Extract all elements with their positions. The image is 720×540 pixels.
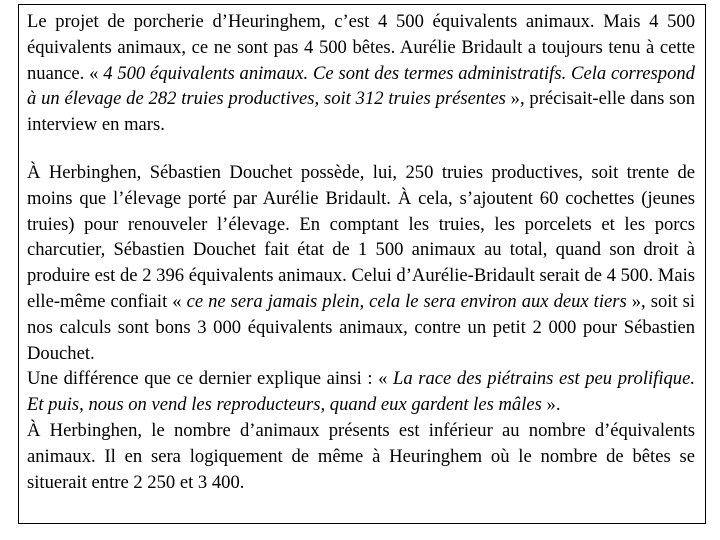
paragraph-2-quote: ce ne sera jamais plein, cela le sera environ aux deux tiers [186, 290, 627, 312]
paragraph-2 [27, 160, 695, 366]
paragraph-4 [27, 418, 695, 495]
paragraph-1-text-a: Le projet de porcherie d’Heuringhem, c’est 4 500 équivalents animaux. Mais 4 500 équivalents animaux, ce ne sont pas 4 500 bêtes. Aurélie Bridault a toujours tenu à cette nuance. « [27, 11, 695, 84]
paragraph-3-text-a: Une différence que ce dernier explique ainsi : « [27, 368, 394, 390]
paragraph-1-quote: 4 500 équivalents animaux. Ce sont des termes administratifs. Cela correspond à un élevage de 282 truies productives, soit 312 truies présentes [27, 62, 695, 110]
paragraph-3-text-b: ». [541, 394, 561, 416]
paragraph-1 [27, 9, 695, 138]
paragraph-2-text-b: », soit si nos calculs sont bons 3 000 équivalents animaux, contre un petit 2 000 pour Sébastien Douchet. [27, 290, 695, 364]
paragraph-2-text-a: À Herbinghen, Sébastien Douchet possède, lui, 250 truies productives, soit trente de moins que l’élevage porté par Aurélie Bridault. À cela, s’ajoutent 60 cochettes (jeunes truies) pour renouveler l’élevage. En comptant les truies, les porcelets et les porcs charcutier, Sébastien Douchet fait état de 1 500 animaux au total, quand son droit à produire est de 2 396 équivalents animaux. Celui d’Aurélie-Bridault serait de 4 500. Mais elle-même confiait « [27, 161, 695, 312]
paragraph-3-quote: La race des piétrains est peu prolifique. Et puis, nous on vend les reproducteurs, quand eux gardent les mâles [27, 368, 695, 416]
paragraph-4-text: À Herbinghen, le nombre d’animaux présents est inférieur au nombre d’équivalents animaux. Il en sera logiquement de même à Heuringhem où le nombre de bêtes se situerait entre 2 250 et 3 400. [27, 419, 695, 493]
article-text-box [18, 4, 706, 524]
paragraph-3 [27, 366, 695, 418]
paragraph-1-text-b: », précisait-elle dans son interview en mars. [27, 88, 696, 136]
